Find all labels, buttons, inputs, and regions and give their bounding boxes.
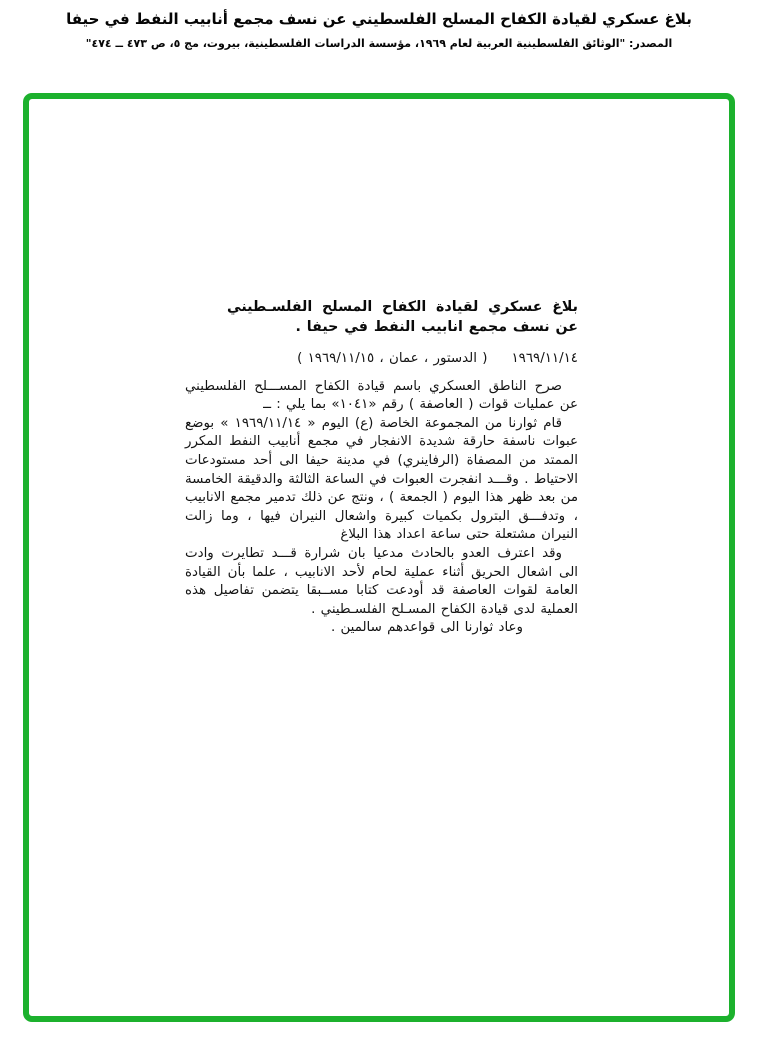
paragraph-enemy-admission: وقد اعترف العدو بالحادث مدعيا بان شرارة قـــد تطايرت وادت الى اشعال الحريق أثناء عملية لحام لأحد الانابيب ، علما بأن القيادة العامة لقوات العاصفة قد أودعت كتابا مســبقا يتضمن تفاصيل هذه العملية لدى قيادة الكفاح المسـلح الفلسـطيني . bbox=[185, 545, 578, 617]
document-scan bbox=[185, 297, 578, 638]
date-line bbox=[185, 350, 578, 369]
document-date: ١٩٦٩/١١/١٤ bbox=[511, 351, 578, 366]
paragraph-operation-details: قام ثوارنا من المجموعة الخاصة (ع) اليوم « ١٩٦٩/١١/١٤ » بوضع عبوات ناسفة حارقة شديدة الانفجار في مجمع أنابيب النفط المكرر الممتد من المصفاة (الرفاينري) في مدينة حيفا الى أحد مستودعات الاحتياط . وقـــد انفجرت العبوات في الساعة الثالثة والدقيقة الخامسة من بعد ظهر هذا اليوم ( الجمعة ) ، ونتج عن ذلك تدمير مجمع الانابيب ، وتدفـــق البترول بكميات كبيرة واشعال النيران فيها ، وما زالت النيران مشتعلة حتى ساعة اعداد هذا البلاغ bbox=[185, 415, 578, 543]
paragraph-spokesman-statement: صرح الناطق العسكري باسم قيادة الكفاح المســـلح الفلسطيني عن عمليات قوات ( العاصفة ) رقم «١٠٤١» بما يلي : ــ bbox=[185, 378, 578, 413]
page-header bbox=[0, 0, 758, 50]
paragraph-closing-line: وعاد ثوارنا الى قواعدهم سالمين . bbox=[330, 620, 523, 636]
page-title: بلاغ عسكري لقيادة الكفاح المسلح الفلسطيني عن نسف مجمع أنابيب النفط في حيفا bbox=[66, 10, 692, 28]
source-citation: المصدر: "الوثائق الفلسطينية العربية لعام ١٩٦٩، مؤسسة الدراسات الفلسطينية، بيروت، مج ٥، ص ٤٧٣ ــ ٤٧٤" bbox=[85, 36, 673, 50]
document-title: بلاغ عسكري لقيادة الكفاح المسلح الفلسـطيني عن نسف مجمع انابيب النفط في حيفا . bbox=[227, 299, 578, 335]
publication-reference: ( الدستور ، عمان ، ١٩٦٩/١١/١٥ ) bbox=[297, 351, 488, 366]
